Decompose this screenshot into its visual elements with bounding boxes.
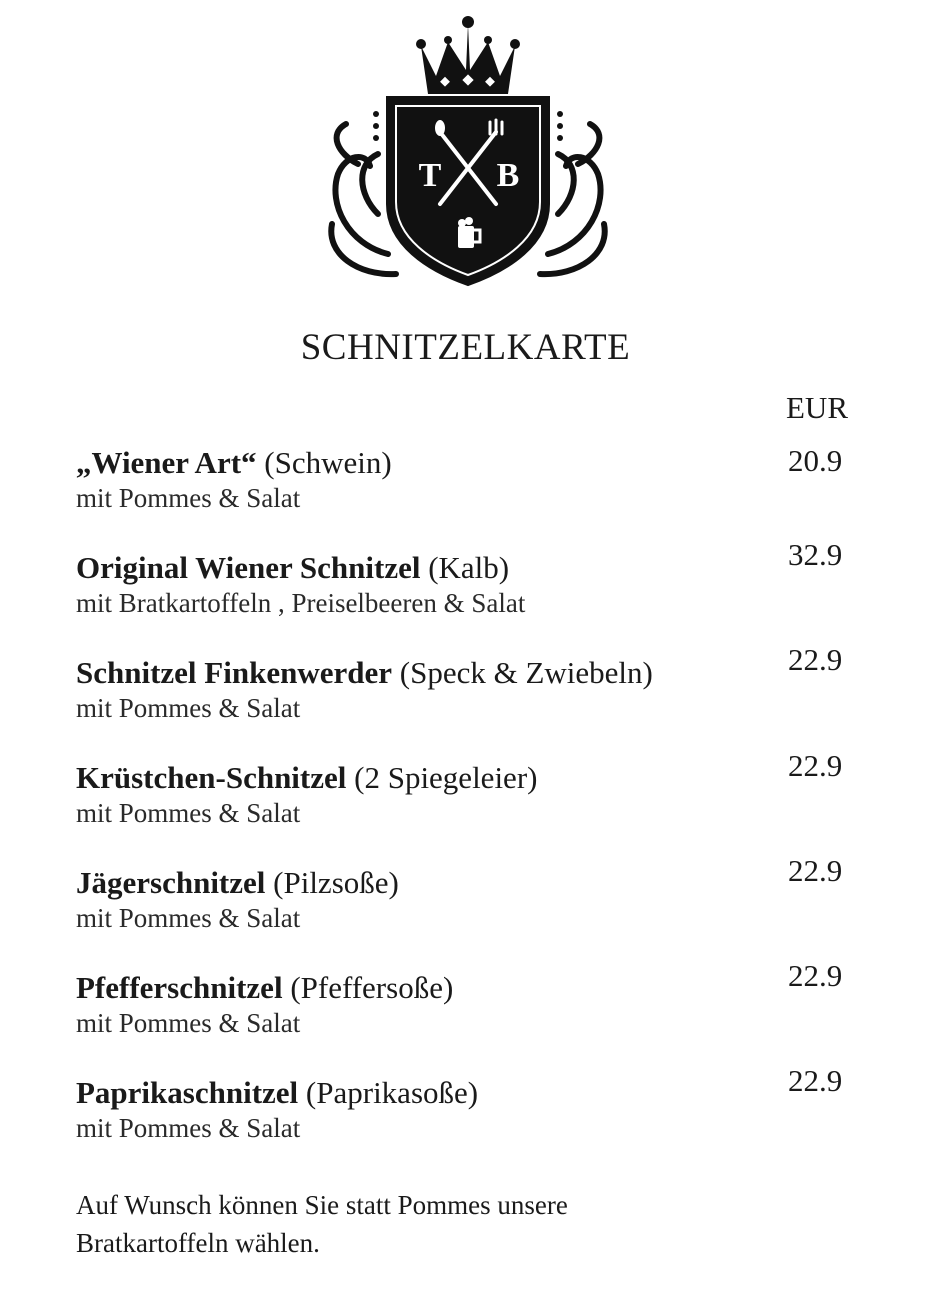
item-side: mit Bratkartoffeln , Preiselbeeren & Salat [76,588,526,618]
menu-item [76,655,776,725]
item-price: 22.9 [788,1063,843,1098]
item-detail: (Paprikasoße) [305,1075,479,1110]
crown-icon [416,16,520,102]
item-name: „Wiener Art“ [76,445,257,480]
item-side: mit Pommes & Salat [76,1113,301,1143]
item-price: 22.9 [788,642,843,677]
item-name: Original Wiener Schnitzel [76,550,421,585]
note-line: Auf Wunsch können Sie statt Pommes unsere [76,1190,568,1220]
item-side: mit Pommes & Salat [76,798,301,828]
item-name: Krüstchen-Schnitzel [76,760,347,795]
item-name: Schnitzel Finkenwerder [76,655,392,690]
item-detail: (Kalb) [428,550,510,585]
currency-label: EUR [786,390,848,425]
item-price: 22.9 [788,958,843,993]
item-detail: (Speck & Zwiebeln) [399,655,653,690]
item-side: mit Pommes & Salat [76,1008,301,1038]
item-detail: (Pfeffersoße) [290,970,454,1005]
item-detail: (Schwein) [264,445,392,480]
logo-initial-right: B [496,157,520,194]
logo-initial-left: T [418,157,442,194]
menu-item [76,760,776,830]
item-name: Jägerschnitzel [76,865,266,900]
restaurant-logo [318,14,618,298]
menu-item [76,550,776,620]
item-side: mit Pommes & Salat [76,903,301,933]
item-side: mit Pommes & Salat [76,693,301,723]
menu-item [76,865,776,935]
item-price: 22.9 [788,853,843,888]
note-line: Bratkartoffeln wählen. [76,1228,320,1258]
item-detail: (Pilzsoße) [273,865,399,900]
item-price: 20.9 [788,443,843,478]
menu-title: SCHNITZELKARTE [300,327,631,368]
item-price: 22.9 [788,748,843,783]
item-price: 32.9 [788,537,843,572]
shield-icon [388,98,548,284]
item-name: Pfefferschnitzel [76,970,283,1005]
item-side: mit Pommes & Salat [76,483,301,513]
menu-item [76,445,776,515]
menu-note [76,1186,776,1262]
menu-item [76,1075,776,1145]
item-detail: (2 Spiegeleier) [354,760,538,795]
item-name: Paprikaschnitzel [76,1075,299,1110]
menu-item [76,970,776,1040]
